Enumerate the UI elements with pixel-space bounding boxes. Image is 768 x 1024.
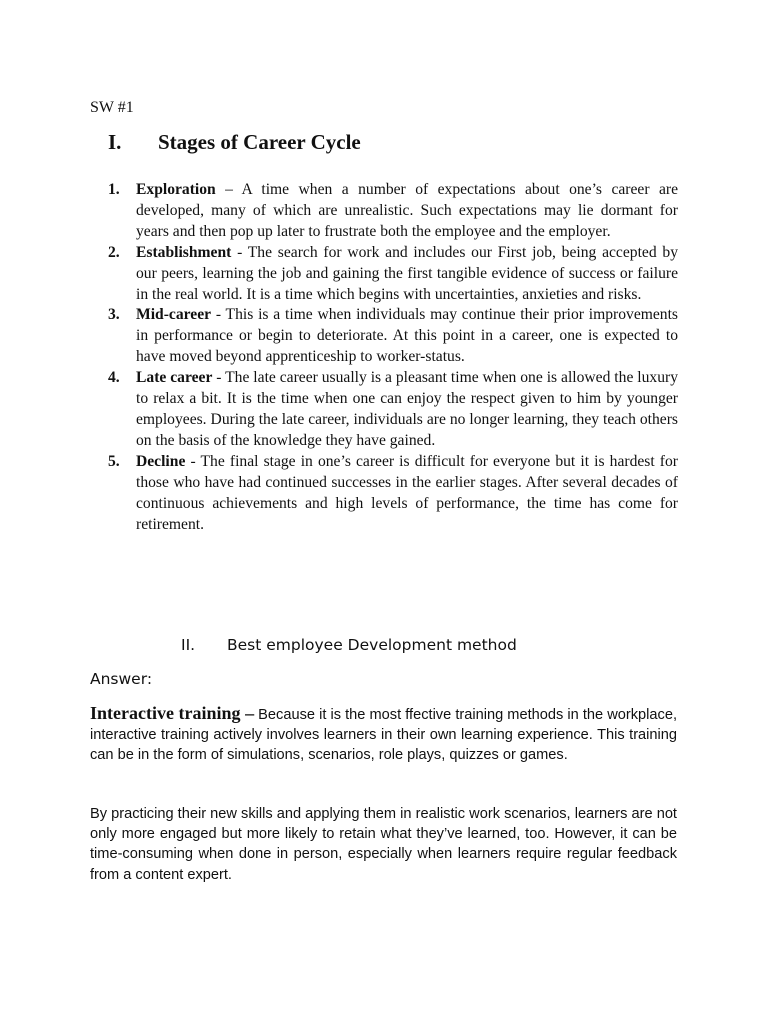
list-item-body	[136, 305, 678, 368]
list-item	[108, 243, 678, 306]
list-marker: 4.	[108, 369, 120, 387]
list-marker: 1.	[108, 181, 120, 198]
answer-text: Because it is the most ffective training methods in the workplace, interactive training actively involves learners in their own learning experience. This training can be in the form of simulations, scenarios, role plays, quizzes or games.	[90, 707, 677, 764]
stage-description: - The late career usually is a pleasant time when one is allowed the luxury to relax a bit. It is the time when one can enjoy the respect given to him by younger employees. During the late career, individuals are no longer learning, they teach others on the basis of the knowledge they have gained.	[136, 369, 679, 449]
stage-term: Late career	[136, 369, 213, 387]
list-marker: 3.	[108, 306, 120, 324]
list-item	[108, 305, 678, 368]
stage-description: - The final stage in one’s career is difficult for everyone but it is hardest for those who have had continued successes in the earlier stages. After several decades of continuous achievements and high levels of performance, the time has come for retirement.	[136, 452, 678, 533]
stage-term: Exploration	[136, 181, 216, 198]
stage-term: Decline	[136, 452, 186, 470]
list-item	[108, 368, 678, 452]
section-number: I.	[108, 130, 122, 154]
assignment-label: SW #1	[90, 99, 134, 116]
answer-paragraph-2: By practicing their new skills and applying them in realistic work scenarios, learners are not only more engaged but more likely to retain what they’ve learned, too. However, it can be time-consuming when done in person, especially when learners require regular feedback from a content expert.	[90, 806, 677, 883]
section-title: Best employee Development method	[227, 636, 517, 654]
section-heading-development-method	[181, 634, 681, 656]
section-title: Stages of Career Cycle	[158, 130, 361, 154]
answer-paragraph	[90, 703, 677, 766]
stage-description: – A time when a number of expectations about one’s career are developed, many of which are unrealistic. Such expectations may lie dormant for years and then pop up later to frustrate both the employee and the employer.	[136, 181, 678, 240]
stage-description: - The search for work and includes our First job, being accepted by our peers, learning the job and gaining the first tangible evidence of success or failure in the real world. It is a time which begins with uncertainties, anxieties and risks.	[136, 243, 678, 303]
career-stages-list	[108, 180, 678, 535]
list-item-body	[136, 180, 678, 243]
list-item-body	[136, 368, 678, 452]
list-item	[108, 180, 678, 243]
list-item-body	[136, 452, 678, 536]
list-item-body	[136, 243, 678, 306]
section-heading-career-cycle	[108, 128, 668, 156]
list-marker: 5.	[108, 452, 120, 470]
answer-lead-term: Interactive training –	[90, 703, 255, 723]
stage-term: Mid-career	[136, 306, 212, 324]
answer-label: Answer:	[90, 670, 153, 688]
section-number: II.	[181, 636, 196, 654]
stage-term: Establishment	[136, 243, 232, 261]
list-item	[108, 452, 678, 536]
stage-description: - This is a time when individuals may continue their prior improvements in performance or begin to deteriorate. At this point in a career, one is expected to have moved beyond apprenticeship to worker-status.	[136, 306, 678, 366]
list-marker: 2.	[108, 243, 120, 261]
